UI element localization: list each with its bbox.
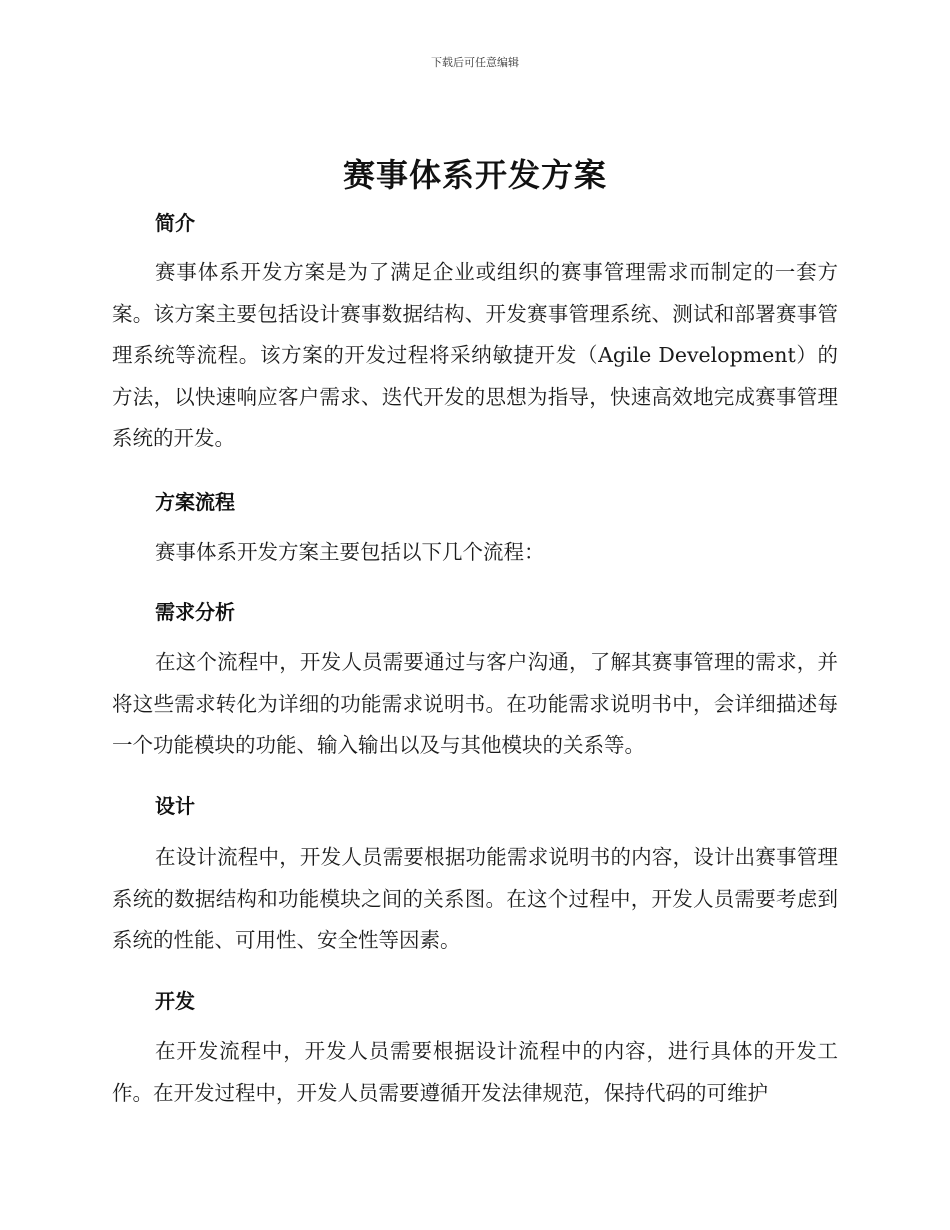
section-heading-intro: 简介 [155,211,195,235]
section-heading-design: 设计 [155,794,195,818]
section-heading-requirements: 需求分析 [155,600,235,624]
section-paragraph-requirements: 在这个流程中，开发人员需要通过与客户沟通，了解其赛事管理的需求，并将这些需求转化为详细的功能需求说明书。在功能需求说明书中，会详细描述每一个功能模块的功能、输入输出以及与其他模块的关系等。 [112,650,838,757]
section-paragraph-design: 在设计流程中，开发人员需要根据功能需求说明书的内容，设计出赛事管理系统的数据结构和功能模块之间的关系图。在这个过程中，开发人员需要考虑到系统的性能、可用性、安全性等因素。 [112,845,838,952]
section-heading-process: 方案流程 [155,490,235,514]
header-note: 下载后可任意编辑 [431,56,519,69]
section-paragraph-process: 赛事体系开发方案主要包括以下几个流程： [155,540,545,564]
document-title: 赛事体系开发方案 [342,156,607,194]
section-paragraph-intro: 赛事体系开发方案是为了满足企业或组织的赛事管理需求而制定的一套方案。该方案主要包括设计赛事数据结构、开发赛事管理系统、测试和部署赛事管理系统等流程。该方案的开发过程将采纳敏捷开发（Agile Development）的方法，以快速响应客户需求、迭代开发的思想为指导，快速高效地完成赛事管理系统的开发。 [112,260,838,450]
section-paragraph-development: 在开发流程中，开发人员需要根据设计流程中的内容，进行具体的开发工作。在开发过程中，开发人员需要遵循开发法律规范，保持代码的可维护 [112,1039,838,1105]
section-heading-development: 开发 [155,989,195,1013]
